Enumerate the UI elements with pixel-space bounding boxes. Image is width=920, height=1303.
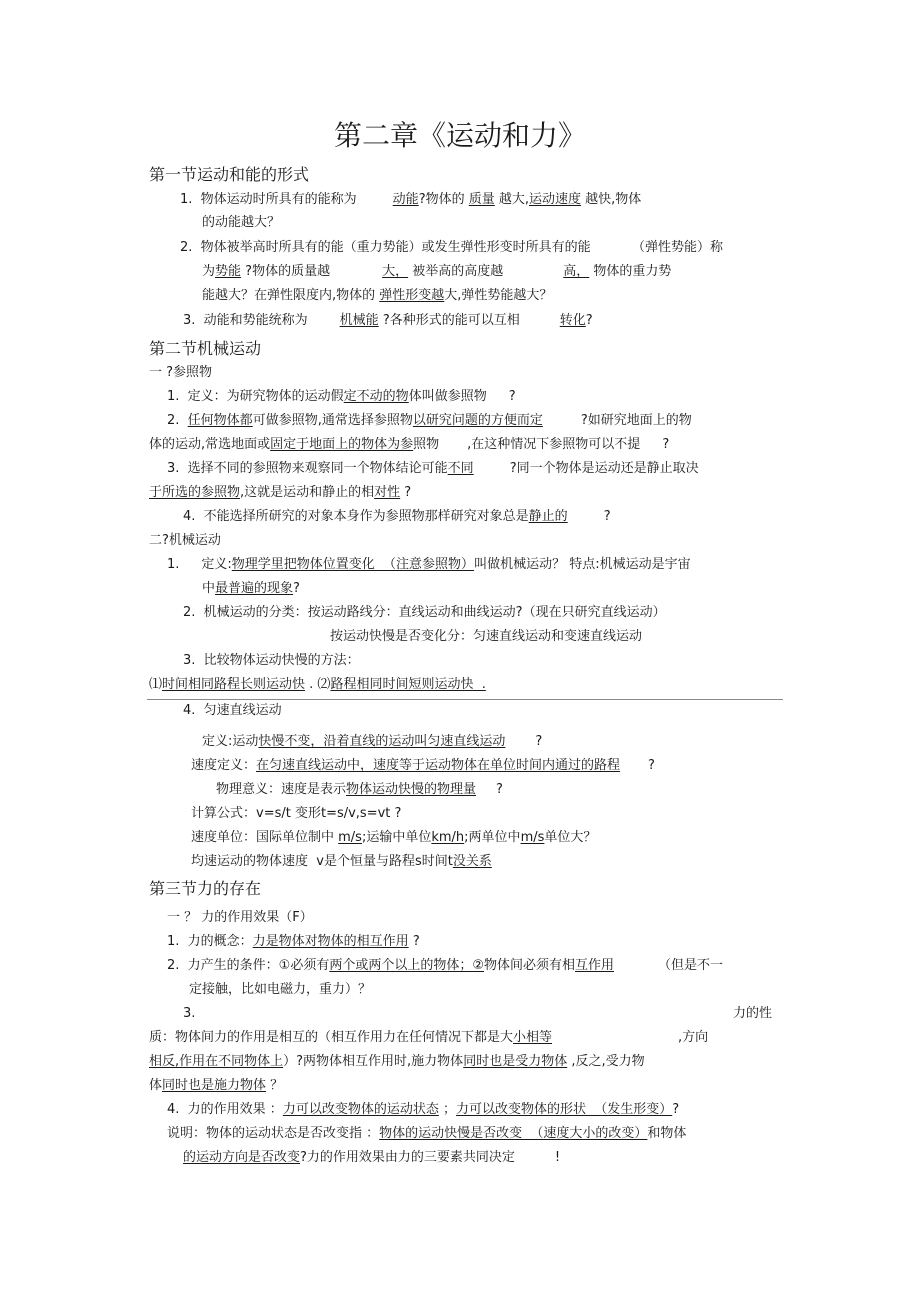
s2-mm-item-3-methods: ⑴时间相同路程长则运动快 . ⑵路程相同时间短则运动快 . (149, 677, 486, 692)
s3-item-2-line-2: 定接触，比如电磁力，重力）？ (189, 982, 372, 997)
s1-item-1-line-1: 1. 物体运动时所具有的能称为 动能?物体的 质量 越大,运动速度 越快,物体 (180, 192, 642, 207)
uniform-velocity-note: 均速运动的物体速度 v是个恒量与路程s时间t没关系 (191, 854, 492, 869)
s2-mm-item-2-line-2: 按运动快慢是否变化分：匀速直线运动和变速直线运动 (330, 629, 643, 644)
s3-item-2-line-1: 2. 力产生的条件：①必须有两个或两个以上的物体；②物体间必须有相互作用 （但是不一 (167, 958, 724, 973)
s3-note-line-1: 说明：物体的运动状态是否改变指 ：物体的运动快慢是否改变 （速度大小的改变）和物体 (167, 1126, 687, 1141)
s2-ref-item-3-line-2: 于所选的参照物,这就是运动和静止的相对性 ? (149, 485, 412, 500)
section-3-heading: 第三节力的存在 (149, 879, 262, 898)
s2-mm-item-2-line-1: 2. 机械运动的分类：按运动路线分：直线运动和曲线运动?（现在只研究直线运动） (183, 605, 666, 620)
s2-ref-item-2-line-2: 体的运动,常选地面或固定于地面上的物体为参照物 ,在这种情况下参照物可以不提 ? (149, 437, 670, 452)
s3-item-3-line-1-right: 力的性 (733, 1006, 773, 1021)
s3-item-3-line-2: 质：物体间力的作用是相互的（相互作用力在任何情况下都是大小相等 ,方向 (149, 1030, 709, 1045)
uniform-motion-definition: 定义:运动快慢不变，沿着直线的运动叫匀速直线运动 ? (202, 734, 543, 749)
speed-formula: 计算公式：v=s/t 变形t=s/v,s=vt ? (191, 806, 402, 821)
s2-ref-item-3-line-1: 3. 选择不同的参照物来观察同一个物体结论可能不同 ?同一个物体是运动还是静止取决 (167, 461, 699, 476)
s1-item-2-line-2: 为势能 ?物体的质量越 大， 被举高的高度越 高， 物体的重力势 (202, 264, 672, 279)
s2-sub-reference: 一 ?参照物 (149, 365, 213, 380)
s3-item-1: 1. 力的概念：力是物体对物体的相互作用 ? (167, 934, 420, 949)
s3-item-3-line-3: 相反,作用在不同物体上）?两物体相互作用时,施力物体同时也是受力物体 ,反之,受力物 (149, 1054, 645, 1069)
s1-item-2-line-3: 能越大？在弹性限度内,物体的 弹性形变越大,弹性势能越大？ (202, 288, 553, 303)
s3-item-4: 4. 力的作用效果 ：力可以改变物体的运动状态 ；力可以改变物体的形状 （发生形变）? (167, 1102, 680, 1117)
s2-ref-item-2-line-1: 2. 任何物体都可做参照物,通常选择参照物以研究问题的方便而定 ?如研究地面上的物 (167, 413, 692, 428)
s2-mm-item-1-line-1: 1. 定义:物理学里把物体位置变化 （注意参照物）叫做机械运动？ 特点:机械运动是宇宙 (167, 557, 691, 572)
s1-item-2-line-1: 2. 物体被举高时所具有的能（重力势能）或发生弹性形变时所具有的能 （弹性势能）称 (180, 240, 723, 255)
s2-mm-item-4: 4. 匀速直线运动 (183, 703, 282, 718)
speed-units: 速度单位：国际单位制中 m/s;运输中单位km/h;两单位中m/s单位大？ (191, 830, 597, 845)
horizontal-divider (147, 699, 783, 700)
s2-ref-item-4: 4. 不能选择所研究的对象本身作为参照物那样研究对象总是静止的 ? (183, 509, 611, 524)
s2-sub-mechanical-motion: 二?机械运动 (149, 533, 221, 548)
s3-item-3-line-4: 体同时也是施力物体 ？ (149, 1078, 284, 1093)
section-1-heading: 第一节运动和能的形式 (149, 165, 310, 184)
section-2-heading: 第二节机械运动 (149, 339, 262, 358)
page-title: 第二章《运动和力》 (333, 119, 586, 152)
s3-note-line-2: 的运动方向是否改变?力的作用效果由力的三要素共同决定 ! (183, 1150, 561, 1165)
s2-mm-item-3: 3. 比较物体运动快慢的方法： (183, 653, 360, 668)
speed-physical-meaning: 物理意义：速度是表示物体运动快慢的物理量 ? (216, 782, 503, 797)
s3-sub-force-effect: 一 ？ 力的作用效果（F） (167, 910, 313, 925)
s3-item-3-number: 3. (183, 1006, 196, 1021)
s1-item-1-line-2: 的动能越大？ (202, 215, 281, 230)
s1-item-3: 3. 动能和势能统称为 机械能 ?各种形式的能可以互相 转化? (183, 313, 593, 328)
speed-definition: 速度定义：在匀速直线运动中，速度等于运动物体在单位时间内通过的路程 ? (191, 758, 655, 773)
s2-mm-item-1-line-2: 中最普遍的现象? (202, 581, 300, 596)
s2-ref-item-1: 1. 定义：为研究物体的运动假定不动的物体叫做参照物 ? (167, 389, 516, 404)
